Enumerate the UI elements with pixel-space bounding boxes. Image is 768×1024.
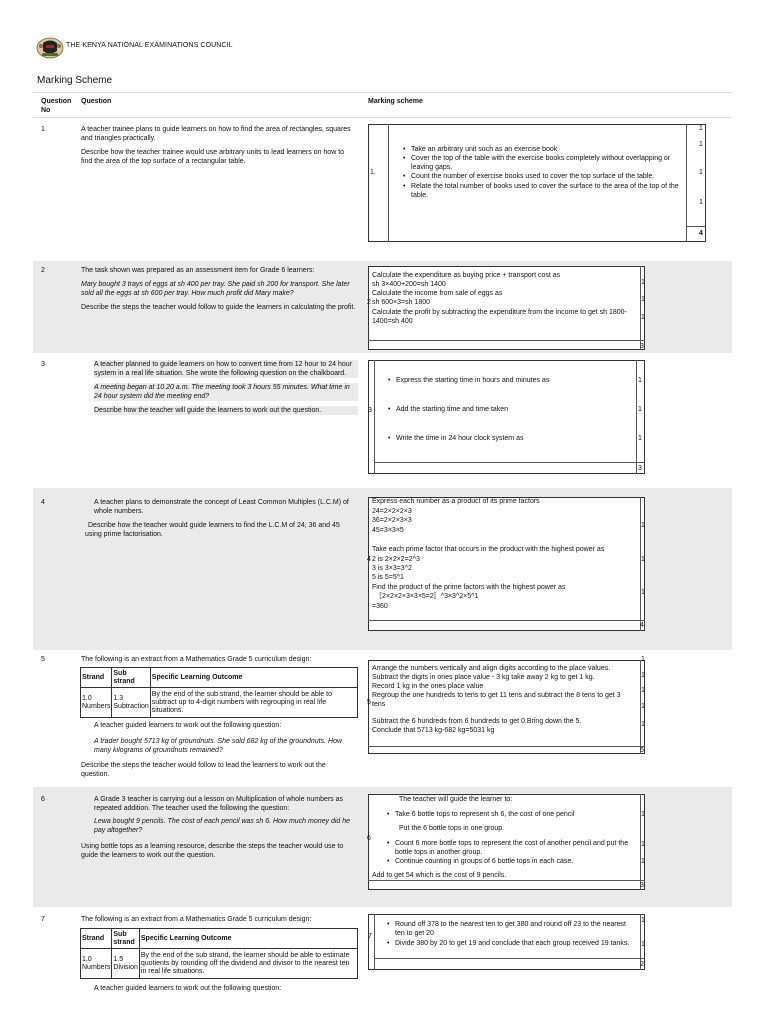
q1-divider-left <box>388 124 389 242</box>
q6-bullet-4: • Continue counting in groups of 6 bottle tops in each case. <box>395 857 635 866</box>
col-marking-scheme: Marking scheme <box>368 98 423 105</box>
q6-outro: Add to get 54 which is the cost of 9 pencils. <box>372 872 507 879</box>
q2-line-6: 1400=sh 400 <box>372 318 413 325</box>
q2-mark-2: 1 <box>641 296 645 303</box>
q1-mark-3: 1 <box>699 169 703 176</box>
q6-bullet-2: Put the 6 bottle tops in one group. <box>399 825 505 832</box>
col-question-no: Question No <box>41 98 72 114</box>
q4-line-7: 2 is 2×2×2=2^3 <box>372 556 420 563</box>
q6-mark-1: 1 <box>641 811 645 818</box>
q1-divider-right <box>686 124 687 242</box>
q3-mark-1: 1 <box>638 377 642 384</box>
q5-mark-4: 1 <box>641 703 645 710</box>
q7-th-strand: Strand <box>81 929 112 949</box>
q4-line-2: 24=2×2×2×3 <box>372 508 412 515</box>
q6-bullet-1: • Take 6 bottle tops to represent sh 6, the cost of one pencil <box>395 810 635 819</box>
q2-total: 3 <box>640 343 644 350</box>
q6-text-1a: A Grade 3 teacher is carrying out a lesson on Multiplication of whole numbers as repeated addition. The teacher used the following the question: <box>94 796 344 812</box>
q6-total-divider <box>368 880 645 881</box>
q7-th-outcome: Specific Learning Outcome <box>139 929 357 949</box>
q6-total: 3 <box>640 882 644 889</box>
q1-mark-2: 1 <box>699 141 703 148</box>
q6-mark-2: 1 <box>641 841 645 848</box>
q5-th-substrand: Sub strand <box>112 668 150 688</box>
q3-divider-left <box>374 360 375 474</box>
q3-bullet-3: • Write the time in 24 hour clock system as <box>396 434 523 443</box>
q1-mark-4: 1 <box>699 199 703 206</box>
q2-question <box>81 266 356 317</box>
q4-line-3: 36=2×2×3×3 <box>372 517 412 524</box>
q5-line-5: tens <box>372 701 386 708</box>
q4-line-1: Express each number as a product of its prime factors <box>372 498 540 505</box>
q3-question <box>94 360 358 420</box>
q6-text-1 <box>94 795 356 818</box>
q2-line-3: Calculate the income from sale of eggs as <box>372 290 503 297</box>
q4-line-12: =360 <box>372 603 388 610</box>
q4-total: 4 <box>640 622 644 629</box>
q7-total: 2 <box>640 961 644 968</box>
q1-text-1: A teacher trainee plans to guide learners on how to find the area of rectangles, squares and triangles practically. <box>81 126 351 142</box>
q1-total: 4 <box>699 230 703 237</box>
q7-td-strand: 1.0 Numbers <box>81 949 112 979</box>
q4-line-6: Take each prime factor that occurs in the product with the highest power as <box>372 546 605 553</box>
q7-td-outcome: By the end of the sub strand, the learner should be able to estimate quotients by rounding off the dividend and divisor to the nearest ten in real life situations. <box>139 949 357 979</box>
q3-text-1: A teacher planned to guide learners on how to convert time from 12 hour to 24 hour system in a real life situation. She wrote the following question on the chalkboard. <box>94 360 358 378</box>
q4-line-11: 〚2×2×2×3×3×5=2〛^3×3^2×5^1 <box>375 593 479 600</box>
q5-mark-2: 1 <box>641 672 645 679</box>
q1-bullet-1: • Take an arbitrary unit such as an exercise book <box>411 145 681 154</box>
q7-mark-1: 1 <box>641 917 645 924</box>
org-name: THE KENYA NATIONAL EXAMINATIONS COUNCIL <box>66 42 233 49</box>
q5-mark-3: 1 <box>641 687 645 694</box>
q6-mark-3: 1 <box>641 858 645 865</box>
q1-bullet-2: • Cover the top of the table with the exercise books completely without overlapping or leaving gaps. <box>411 154 681 172</box>
q5-th-strand: Strand <box>81 668 112 688</box>
q5-line-7: Subtract the 6 hundreds from 6 hundreds to get 0.Bring down the 5. <box>372 718 582 725</box>
q7-divider-left <box>374 914 375 970</box>
col-question: Question <box>81 98 112 105</box>
q5-line-1: Arrange the numbers vertically and align digits according to the place values. <box>372 665 611 672</box>
q3-number: 3 <box>41 361 45 368</box>
q2-mark-3: 1 <box>641 314 645 321</box>
q4-label: 4 <box>367 556 371 563</box>
q4-question <box>85 498 354 544</box>
q5-td-substrand: 1.3 Subtraction <box>112 688 150 718</box>
q4-mark-3: 1 <box>641 589 645 596</box>
q7-bullet-1: • Round off 378 to the nearest ten to get 380 and round off 23 to the nearest ten to get 20 <box>395 920 635 938</box>
q6-number: 6 <box>41 796 45 803</box>
q4-mark-2: 1 <box>641 556 645 563</box>
q3-mark-2: 1 <box>638 406 642 413</box>
q4-mark-1: 1 <box>641 522 645 529</box>
q6-text-2: Lewa bought 9 pencils. The cost of each pencil was sh 6. How much money did he pay altogether? <box>94 818 351 834</box>
q2-text-3: Describe the steps the teacher would follow to guide the learners in calculating the profit. <box>81 304 356 311</box>
kenya-coat-of-arms-logo <box>36 35 64 59</box>
q5-intro: The following is an extract from a Mathematics Grade 5 curriculum design: <box>81 656 312 663</box>
q2-line-5: Calculate the profit by subtracting the expenditure from the income to get sh 1800- <box>372 309 627 316</box>
q3-bullet-1: • Express the starting time in hours and minutes as <box>396 376 549 385</box>
q2-line-2: sh 3×400+200=sh 1400 <box>372 281 446 288</box>
q1-bullet-4: • Relate the total number of books used to cover the surface to the area of the top of the table. <box>411 182 681 200</box>
q6-bullet-3: • Count 6 more bottle tops to represent the cost of another pencil and put the bottle tops in another group. <box>395 839 638 857</box>
q7-text-1: A teacher guided learners to work out the following question: <box>94 985 282 992</box>
q6-intro: The teacher will guide the learner to: <box>399 796 513 803</box>
q4-text-2: Describe how the teacher would guide learners to find the L.C.M of 24, 36 and 45 using prime factorisation. <box>85 522 340 538</box>
q5-total-divider <box>368 746 645 747</box>
q5-text-3: Describe the steps the teacher would follow to lead the learners to work out the question. <box>81 762 326 778</box>
q3-total: 3 <box>638 465 642 472</box>
q4-number: 4 <box>41 499 45 506</box>
q1-label: 1. <box>370 169 376 176</box>
q2-number: 2 <box>41 267 45 274</box>
q2-text-1: The task shown was prepared as an assessment item for Grade 6 learners: <box>81 267 315 274</box>
q5-td-strand: 1.0 Numbers <box>81 688 112 718</box>
q4-line-4: 45=3×3×5 <box>372 527 404 534</box>
q7-label: 7 <box>368 933 372 940</box>
q5-number: 5 <box>41 656 45 663</box>
q4-line-10: Find the product of the prime factors with the highest power as <box>372 584 566 591</box>
q7-mark-2: 1 <box>641 941 645 948</box>
q4-line-9: 5 is 5=5^1 <box>372 574 404 581</box>
q3-text-2: A meeting began at 10.20 a.m. The meeting took 3 hours 55 minutes. What time in 24 hour system did the meeting end? <box>94 383 358 401</box>
page-title: Marking Scheme <box>37 75 113 86</box>
q7-td-substrand: 1.5 Division <box>112 949 140 979</box>
q4-line-8: 3 is 3×3=3^2 <box>372 565 412 572</box>
q7-number: 7 <box>41 916 45 923</box>
q5-mark-1: 1 <box>641 656 645 663</box>
q7-curriculum-table <box>80 928 358 979</box>
q5-line-8: Conclude that 5713 kg-682 kg=5031 kg <box>372 727 495 734</box>
q3-total-divider <box>374 462 645 463</box>
q3-mark-3: 1 <box>638 435 642 442</box>
q1-total-divider <box>686 226 706 227</box>
q6-label: 6 <box>367 835 371 842</box>
q7-th-substrand: Sub strand <box>112 929 140 949</box>
q4-text-1: A teacher plans to demonstrate the concept of Least Common Multiples (L.C.M) of whole numbers. <box>94 499 349 515</box>
q7-intro: The following is an extract from a Mathematics Grade 5 curriculum design: <box>81 916 312 923</box>
q3-bullet-2: • Add the starting time and time taken <box>396 405 508 414</box>
q7-bullet-2: • Divide 380 by 20 to get 19 and conclude that each group received 19 tanks. <box>395 939 638 948</box>
q5-label: 5 <box>367 699 371 706</box>
q2-line-1: Calculate the expenditure as buying price + transport cost as <box>372 272 561 279</box>
q3-divider-right <box>636 360 637 474</box>
q3-label: 3 <box>368 407 372 414</box>
q5-line-3: Record 1 kg in the ones place value <box>372 683 484 690</box>
q5-td-outcome: By the end of the sub strand, the learner should be able to subtract up to 4-digit numbers with regrouping in real life situations. <box>150 688 357 718</box>
q4-divider-right <box>640 497 641 631</box>
q2-text-2: Mary bought 3 trays of eggs at sh 400 per tray. She paid sh 200 for transport. She later sold all the eggs at sh 600 per tray. How much profit did Mary make? <box>81 281 350 297</box>
q3-text-3: Describe how the teacher will guide the learners to work out the question. <box>94 406 358 415</box>
q2-total-divider <box>368 340 645 341</box>
q5-total: 5 <box>640 747 644 754</box>
q1-bullet-3: • Count the number of exercise books used to cover the top surface of the table. <box>411 172 681 181</box>
q4-total-divider <box>368 620 645 621</box>
q2-mark-1: 1 <box>641 279 645 286</box>
q7-total-divider <box>374 958 645 959</box>
q2-label: 2 <box>367 299 371 306</box>
q5-curriculum-table <box>80 667 358 718</box>
q5-line-2: Subtract the digits in ones place value - 3 kg take away 2 kg to get 1 kg. <box>372 674 595 681</box>
q6-text-3: Using bottle tops as a learning resource, describe the steps the teacher would use to guide the learners to work out the question. <box>81 843 344 859</box>
q2-line-4: sh 600×3=sh 1800 <box>372 299 430 306</box>
q5-text-1: A teacher guided learners to work out the following question: <box>94 722 282 729</box>
q5-line-4: Regroup the one hundreds to tens to get 11 tens and subtract the 8 tens to get 3 <box>372 692 621 699</box>
q1-number: 1 <box>41 126 45 133</box>
q5-th-outcome: Specific Learning Outcome <box>150 668 357 688</box>
q1-mark-1: 1 <box>699 125 703 132</box>
q1-text-2: Describe how the teacher trainee would use arbitrary units to lead learners on how to find the area of the top surface of a rectangular table. <box>81 149 345 165</box>
q5-text-2: A trader bought 5713 kg of groundnuts. She sold 682 kg of the groundnuts. How many kilograms of groundnuts remained? <box>94 738 343 754</box>
q1-question <box>81 125 356 171</box>
q5-mark-5: 1 <box>641 721 645 728</box>
